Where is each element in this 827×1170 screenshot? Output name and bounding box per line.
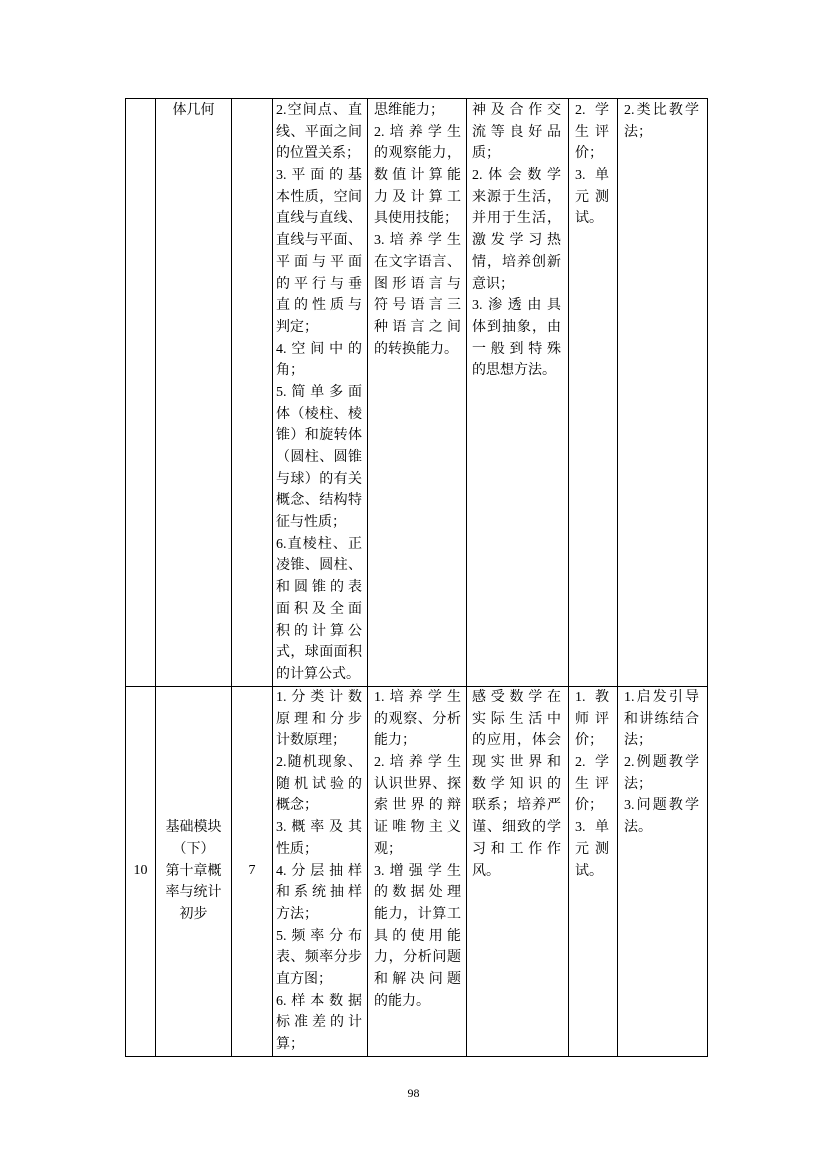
cell-line: 情，培养创新 — [472, 254, 561, 270]
cell-line: 法； — [624, 733, 652, 749]
cell-line: 初步 — [179, 906, 208, 922]
cell-line: 神及合作交 — [472, 103, 561, 118]
cell-line: 直方图； — [276, 971, 332, 987]
cell-line: 标准差的计 — [276, 1015, 362, 1031]
cell-line: 现实世界和 — [472, 755, 561, 771]
cell-line: 1.培养学生 — [374, 690, 461, 705]
cell-line: 角； — [276, 363, 304, 379]
cell-line: 平面与平面 — [276, 254, 362, 270]
table-body — [126, 99, 708, 1057]
cell-line: 师评 — [575, 711, 609, 727]
cell-line: 2.随机现象、 — [276, 755, 362, 771]
teaching-methods-cell — [618, 99, 708, 687]
cell-line: 价； — [575, 733, 603, 749]
cell-line: 方法； — [276, 906, 318, 922]
cell-line: 率与统计 — [165, 885, 222, 901]
quality-goals-cell — [467, 99, 569, 687]
cell-line: 概念； — [276, 798, 318, 814]
cell-line: 5.频率分布 — [276, 928, 362, 944]
cell-line: 法； — [624, 776, 652, 792]
cell-line: 锥）和旋转体 — [276, 428, 362, 444]
table-row — [126, 99, 708, 687]
table-row — [126, 687, 708, 1057]
cell-line: 在文字语言、 — [374, 254, 461, 270]
cell-line: 图形语言与 — [374, 276, 461, 292]
cell-line: 具的使用能 — [374, 928, 461, 944]
cell-line: 认识世界、探 — [374, 776, 461, 792]
cell-line: 感受数学在 — [472, 690, 561, 705]
cell-line: 意识； — [472, 276, 514, 292]
ability-goals-cell — [368, 99, 467, 687]
cell-line: 数学知识的 — [472, 776, 561, 792]
cell-line: 的数据处理 — [374, 885, 461, 901]
cell-line: 的位置关系； — [276, 146, 360, 162]
cell-line: 观； — [374, 841, 402, 857]
cell-line: 3.培养学生 — [374, 233, 461, 249]
cell-line: 联系；培养严 — [472, 798, 561, 814]
cell-line: 2.学 — [575, 755, 609, 771]
cell-line: 数值计算能 — [374, 168, 461, 184]
cell-line: 直的性质与 — [276, 298, 362, 314]
cell-line: 的应用，体会 — [472, 733, 561, 749]
cell-line: 原理和分步 — [276, 711, 362, 727]
cell-line: 线、平面之间 — [276, 124, 362, 140]
cell-line: 体到抽象，由 — [472, 319, 561, 335]
class-hours: 7 — [248, 863, 256, 879]
cell-line: 3.单 — [575, 820, 609, 836]
cell-line: 第十章概 — [165, 863, 222, 879]
cell-line: 本性质，空间 — [276, 189, 362, 205]
cell-line: 思维能力； — [374, 103, 444, 118]
cell-line: 一般到特殊 — [472, 341, 561, 357]
cell-line: 和解决问题 — [374, 971, 461, 987]
cell-line: 生评 — [575, 124, 609, 140]
cell-line: 计数原理； — [276, 733, 346, 749]
cell-line: 流等良好品 — [472, 124, 561, 140]
row-number: 10 — [133, 863, 148, 879]
cell-line: 激发学习热 — [472, 233, 561, 249]
course-cell — [156, 687, 232, 1057]
cell-line: 法； — [624, 124, 652, 140]
cell-line: 的转换能力。 — [374, 341, 458, 357]
cell-line: 3.问题教学 — [624, 798, 699, 814]
cell-line: 价； — [575, 798, 603, 814]
cell-line: 能力，计算工 — [374, 906, 461, 922]
cell-line: 和讲练结合 — [624, 711, 699, 727]
hours-cell — [232, 99, 273, 687]
cell-line: 生评 — [575, 776, 609, 792]
cell-line: 4.分层抽样 — [276, 863, 362, 879]
cell-line: （圆柱、圆锥 — [276, 450, 362, 465]
cell-line: 2.体会数学 — [472, 168, 561, 184]
cell-line: 质； — [472, 146, 500, 162]
cell-line: 试。 — [575, 863, 603, 879]
row-number-cell — [126, 99, 156, 687]
cell-line: 概念、结构特 — [276, 493, 362, 509]
cell-line: 的平行与垂 — [276, 276, 362, 292]
cell-line: 体（棱柱、棱 — [276, 406, 362, 422]
cell-line: 种语言之间 — [374, 319, 461, 335]
ability-goals-cell — [368, 687, 467, 1057]
cell-line: 索世界的辩 — [374, 798, 461, 814]
course-table — [125, 98, 708, 1057]
quality-goals-cell — [467, 687, 569, 1057]
cell-line: 6.直棱柱、正 — [276, 536, 362, 552]
cell-line: 风。 — [472, 863, 500, 879]
cell-line: 的计算公式。 — [276, 666, 360, 682]
cell-line: 实际生活中 — [472, 711, 561, 727]
cell-line: 力，分析问题 — [374, 950, 461, 966]
cell-line: 5.简单多面 — [276, 384, 362, 400]
cell-line: 1.启发引导 — [624, 690, 699, 705]
course-cell — [156, 99, 232, 687]
cell-line: 面积及全面 — [276, 601, 362, 617]
cell-line: 力及计算工 — [374, 189, 461, 205]
cell-line: 1.分类计数 — [276, 690, 362, 705]
cell-line: 法。 — [624, 820, 652, 836]
content-cell — [273, 687, 368, 1057]
cell-line: 2.培养学生 — [374, 755, 461, 771]
cell-line: 来源于生活， — [472, 189, 561, 205]
cell-line: 4.空间中的 — [276, 341, 362, 357]
page-number: 98 — [407, 1086, 420, 1100]
cell-line: 积的计算公 — [276, 623, 362, 639]
cell-line: 价； — [575, 146, 603, 162]
cell-line: 2.培养学生 — [374, 124, 461, 140]
cell-line: 征与性质； — [276, 515, 346, 531]
cell-line: 符号语言三 — [374, 298, 461, 314]
cell-line: 性质； — [276, 841, 318, 857]
cell-line: 直线与平面、 — [276, 233, 362, 249]
cell-line: 3.单 — [575, 168, 609, 184]
cell-line: 式，球面面积 — [276, 645, 362, 661]
cell-line: （下） — [172, 841, 215, 857]
cell-line: 能力； — [374, 733, 416, 749]
cell-line: 3.增强学生 — [374, 863, 461, 879]
cell-line: 元测 — [575, 189, 609, 205]
cell-line: 体几何 — [172, 103, 215, 118]
cell-line: 习和工作作 — [472, 841, 561, 857]
cell-line: 2.类比教学 — [624, 103, 699, 118]
cell-line: 3.概率及其 — [276, 820, 362, 836]
cell-line: 和系统抽样 — [276, 885, 362, 901]
cell-line: 和圆锥的表 — [276, 580, 362, 596]
cell-line: 3.平面的基 — [276, 168, 362, 184]
cell-line: 2.空间点、直 — [276, 103, 362, 118]
cell-line: 元测 — [575, 841, 609, 857]
cell-line: 基础模块 — [165, 820, 222, 836]
cell-line: 2.例题教学 — [624, 755, 699, 771]
evaluation-cell — [569, 687, 618, 1057]
cell-line: 的思想方法。 — [472, 363, 556, 379]
cell-line: 并用于生活， — [472, 211, 561, 227]
cell-line: 随机试验的 — [276, 776, 362, 792]
hours-cell — [232, 687, 273, 1057]
cell-line: 2.学 — [575, 103, 609, 118]
cell-line: 6.样本数据 — [276, 993, 362, 1009]
cell-line: 谨、细致的学 — [472, 820, 561, 836]
cell-line: 的能力。 — [374, 993, 430, 1009]
cell-line: 表、频率分步 — [276, 950, 362, 966]
cell-line: 具使用技能； — [374, 211, 458, 227]
cell-line: 3.渗透由具 — [472, 298, 561, 314]
cell-line: 算； — [276, 1037, 304, 1052]
cell-line: 证唯物主义 — [374, 820, 461, 836]
teaching-methods-cell — [618, 687, 708, 1057]
cell-line: 与球）的有关 — [276, 471, 362, 487]
cell-line: 直线与直线、 — [276, 211, 362, 227]
cell-line: 凌锥、圆柱、 — [276, 558, 362, 574]
row-number-cell — [126, 687, 156, 1057]
cell-line: 1.教 — [575, 690, 609, 705]
cell-line: 的观察、分析 — [374, 711, 461, 727]
cell-line: 的观察能力， — [374, 146, 461, 162]
evaluation-cell — [569, 99, 618, 687]
cell-line: 试。 — [575, 211, 603, 227]
cell-line: 判定； — [276, 319, 318, 335]
content-cell — [273, 99, 368, 687]
